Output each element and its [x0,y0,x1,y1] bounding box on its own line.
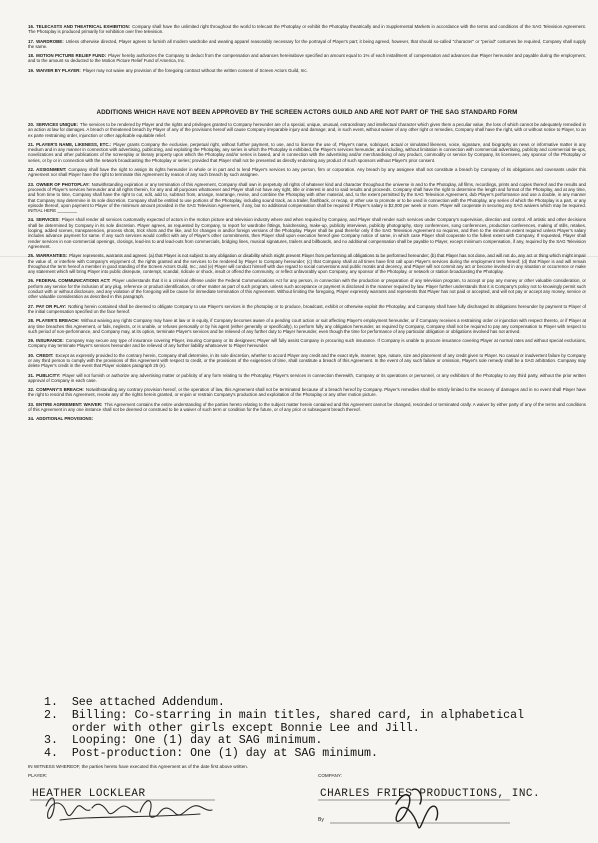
banner-text: ADDITIONS WHICH HAVE NOT BEEN APPROVED BY THE SCREEN ACTORS GUILD AND ARE NOT PART OF THE SAG STANDARD FORM [96,109,518,116]
clause-heading: CREDIT: [36,352,54,358]
clause-number: 24. [28,217,35,223]
provision-line: 1. See attached Addendum. [44,696,225,709]
clause-heading: ADDITIONAL PROVISIONS: [36,416,94,422]
clause-text: Player will not furnish or authorize any advertising matter or publicity of any form relating to the Photoplay, Player's services in connection therewith, Company or its operations or personnel, or any exhibitors of the Photoplay to any third party, without the prior written approval of Company in each case. [28,372,586,383]
clause-text: Notwithstanding any contrary provision hereof, or the operation of law, this Agreement shall not be terminated because of a breach hereof by Company. Player's remedies shall be strictly limited to the recovery of damages and in no event shall Player have the right to rescind this Agreement, revoke any of the rights herein granted, or enjoin or restrain Company's production and exploitation of the Photoplay or any other motion picture. [28,387,586,398]
clause-number: 20. [28,122,35,127]
clause-text: Company may secure any type of insurance covering Player, insuring Company or its designees; Player will fully assist Company in procuring such insurance. If Company is unable to procure insurance covering Player at normal rates and without special exclusions, Company may terminate Player's services hereunder and be relieved of any further liability whatsoever to Player hereunder. [28,338,586,349]
clause-text: This Agreement contains the entire understanding of the parties hereto relating to the subject matter herein contained and this Agreement cannot be changed, rescinded or terminated orally. A waiver by either party of any of the terms and conditions of this Agreement in any one instance shall not be deemed or construed to be a waiver of such term or condition for the future, or of any prior or subsequent breach thereof. [28,401,586,413]
player-handwritten-signature [46,798,212,820]
provision-line: 4. Post-production: One (1) day at SAG minimum. [44,747,378,761]
clause-number: 33. [28,401,35,407]
clause-heading: WARDROBE: [36,38,64,44]
clause-number: 18. [28,53,35,59]
clause-heading: SERVICES UNIQUE: [36,122,79,127]
clause-text: Nothing herein contained shall be deemed to obligate Company to use Player's services in the photoplay or to produce, broadcast, exhibit or otherwise exploit the Photoplay, and Company shall have fully discharged its obligations hereunder by payment to Player of the initial compensation specified on the face hereof. [28,303,587,314]
player-label: PLAYER: [28,773,48,778]
clause-number: 34. [28,416,35,422]
clause-heading: MOTION PICTURE RELIEF FUND: [36,53,107,59]
clause-heading: PLAYER'S BREACH: [36,318,79,324]
clause-text: Player understands that it is a criminal offense under the Federal Communications Act for any person, in connection with the production or preparation of any television program, to accept or pay any money or other valuable consideration, or perform any service for the inclusion of any plug, reference or product identification, or other matter as part of such program, unless such acceptance or payment is disclosed in the manner required by law. Player further understands that it is Company's policy not to knowingly permit such conduct with or without disclosure, and any violation of the foregoing will be cause for immediate termination of this Agreement. Without limiting the foregoing, Player expressly warrants and represents that Player has not paid or accepted, and will not pay or accept any money, service or other valuable consideration as described in this paragraph. [28,278,587,300]
clause-number: 25. [28,253,35,259]
company-label: COMPANY: [318,773,342,778]
player-name: HEATHER LOCKLEAR [32,788,146,800]
clause-number: 31. [28,372,35,378]
clause-number: 32. [28,387,35,393]
clause-text: Player hereby authorizes the Company to deduct from the compensation and advances hereinabove specified an amount equal to 1% of each installment of compensation and advances due Player hereunder and payable during the employment, and to the amount so deducted to the Motion Picture Relief Fund of America, Inc. [28,53,586,64]
clause-number: 21. [28,141,35,147]
clause-text: Player grants Company the exclusive, perpetual right, without further payment, to use, and to license the use of, Player's name, sobriquet, actual or simulated likeness, voice, signature, and biography as news or informative matter in any medium and in any manner in connection with advertising, publicizing, and exploiting the Photoplay, any series in which the Photoplay is exhibited, the Player's services hereunder, and including, without limitation in connection with commercial advertising, publicity and commercial tie-ups, novelizations and other publications of the screenplay or literary property upon which the Photoplay and/or series is based, and in connection with the advertising and/or merchandising of any product, commodity or service by Company, its licensees, any sponsor of the Photoplay or series, or by or in connection with the network broadcasting the Photoplay or series; provided that Player shall not be presented as directly endorsing any product of such sponsors without Player's prior consent. [28,141,587,163]
clause-text: Player represents, warrants and agrees: (a) that Player is not subject to any obligation or disability which might prevent Player from performing all obligations to be performed hereunder; (b) that Player has not done, and will not do, any act or thing which might impair the value of, or interfere with Company's enjoyment of, the rights granted and the services to be rendered by Player to Company hereunder; (c) that Company shall at all times have first call upon Player's services during the employment term hereof; (d) that Player is and will remain throughout the term hereof a member in good standing of the Screen Actors Guild, Inc.; and (e) Player will conduct himself with due regard to social conventions and public morals and decency, and Player will not commit any act or become involved in any situation or occurrence or make any statement which will bring Player into public disrepute, contempt, scandal, ridicule or shock, insult or offend the community, or reflect unfavorably upon Company, any sponsor of the Photoplay, or network or station broadcasting the Photoplay. [28,253,586,275]
clause-heading: PUBLICITY: [36,372,61,378]
provision-line: 2. Billing: Co-starring in main titles, shared card, in alphabetical [44,708,525,722]
clause-heading: INSURANCE: [36,338,64,344]
witness-text: IN WITNESS WHEREOF, the parties hereto have executed this Agreement as of the date first above written. [28,764,249,769]
clause-text: Company shall have the unlimited right throughout the world to telecast the Photoplay or exhibit the Photoplay theatrically and in Supplemental Markets in accordance with the terms and conditions of the SAG Television Agreement. The Photoplay is produced primarily for exhibition over free television. [28,24,586,35]
clause-text: Without waiving any rights Company may have at law or in equity, if Company becomes aware of a pending court action or suit affecting Player's employment hereunder, or if Company receives a restraining order or injunction with respect thereto, or if Player at any time breaches this Agreement, or fails, neglects, or is unable, or refuses personally or by his agent (either generally or specifically), to perform fully any obligation hereunder, as required by Company, Company shall not be required to pay any compensation to Player with respect to such period of non-performance, and Company may, at its option, terminate Player's services and be relieved of any further duty to Player hereunder, even though the time for performance of any particular obligation or obligations involved has not arrived. [28,318,586,334]
clause-heading: OWNER OF PHOTOPLAY: [36,181,90,187]
clause-number: 27. [28,303,35,309]
by-label: By [318,817,324,823]
clause-number: 26. [28,278,35,284]
clause-text: Player shall render all services customarily expected of actors in the motion picture and television industry where and when required by Company, and Player shall render such services under Company's supervision, direction and control. All artistic and other decisions shall be determined by Company in its sole discretion. Player agrees, as requested by Company, to report for wardrobe fittings, hairdressing, make-up, publicity interviews, publicity photography, story conferences, song conferences, production conferences, making of stills, retakes, looping, added scenes, transparencies, process shots, trick shots and the like, and for changes in and/or foreign versions of the Photoplay. Player shall be paid therefor only if the SAG Television Agreement so requires, and then to the minimum extent required unless Player's salary includes advance payment for same. If any such services would conflict with any of Player's other commitments, then Player shall upon execution hereof give Company notice of same, in which case Player shall cooperate to the fullest extent with Company. If requested, Player shall render services in non-commercial openings, closings, lead-ins to and lead-outs from commercials, bridging lines, musical signatures, trailers and billboards, and no additional compensation shall be payable to Player, except minimum compensation, if any, required by the SAG Television Agreement. [28,217,586,249]
clause-number: 22. [28,167,35,173]
clause-number: 30. [28,352,35,358]
clause-text: Company shall have the right to assign its rights hereunder in whole or in part and to lend Player's services to any person, firm or corporation. Any breach by any assignee shall not constitute a breach by Company of its obligations and covenants under this Agreement nor shall Player have the right to terminate this Agreement by reason of any such breach by such assignee. [28,167,586,178]
clause-heading: SERVICES: [36,217,60,223]
clause-heading: WAIVER BY PLAYER: [36,67,81,73]
clause-heading: COMPANY'S BREACH: [36,387,84,393]
clause-text: Player may not waive any provision of the foregoing contract without the written consent of Screen Actors Guild, Inc. [82,67,308,73]
provision-line: order with other girls except Bonnie Lee and Jill. [44,721,420,735]
clause-heading: ENTIRE AGREEMENT: WAIVER: [36,401,103,407]
clause-heading: TELECASTS AND THEATRICAL EXHIBITION: [36,24,131,29]
clause-text: Notwithstanding expiration or any termination of this Agreement, Company shall own in perpetuity all rights of whatever kind and character throughout the universe in and to the Photoplay, all films, recordings, prints and copies thereof and the results and proceeds of Player's services hereunder and all rights therein, for any and all purposes whatsoever and Player shall not have any right, title or interest in and to said results and proceeds. Company shall have the right to determine the length and format of the Photoplay, and at any time, and from time to time, Company shall have the right to cut, edit, add to, subtract from, arrange, rearrange, revise, and combine the Photoplay with other material, and, to the extent permitted by the SAG Television Agreement, dub Player's performance and use a double, in any manner that Company may determine in its sole discretion. Company shall be entitled to use portions of the Photoplay, including sound track, as a trailer, flashback, or recap, or other use to promote or to be used in connection with the Photoplay, any series of which the Photoplay is a part, or any episode thereof, upon payment to Player of the minimum amount provided in the SAG Television Agreement, if any, but no additional compensation shall be required if Player's salary is $2,000 per week or more. Player will cooperate in securing any SAG waivers which may be required. INITIAL HERE ________ [28,181,586,214]
clause-heading: ASSIGNMENT: [36,167,67,173]
clause-number: 28. [28,318,35,324]
clause-number: 23. [28,181,35,187]
clause-number: 16. [28,24,35,29]
company-handwritten-signature [396,789,438,828]
clause-heading: PAY OR PLAY: [36,303,67,309]
clause-text: The services to be rendered by Player and the rights and privileges granted to Company hereunder are of a special, unique, unusual, extraordinary and intellectual character which gives them a peculiar value, the loss of which cannot be adequately remedied in an action at law for damages. A breach or threatened breach by Player of any of the provisions hereof will cause Company irreparable injury and damage; and, in such event, without waiver of any other right or remedies, Company shall have the right, with or without notice to Player, to an ex parte restraining order, injunction or other applicable equitable relief. [28,122,586,138]
clause-heading: WARRANTIES: [36,253,68,259]
clause-number: 29. [28,338,35,344]
clause-text: Unless otherwise directed, Player agrees to furnish all modern wardrobe and wearing apparel reasonably necessary for the portrayal of Player's part; it being agreed, however, that should so-called "character" or "period" costumes be required, Company shall supply the same. [28,38,586,49]
clause-number: 19. [28,67,35,73]
clause-text: Except as expressly provided to the contrary herein, Company shall determine, in its sole discretion, whether to accord Player any credit and the exact style, manner, type, nature, size and placement of any credit given to Player. No casual or inadvertent failure by Company or any third person to comply with the provisions of this Agreement with respect to credit, or the provisions of the exigencies of time, shall constitute a breach of this Agreement. In the event of any such failure or omission, Player's sole remedy shall be a SAG arbitration. Company may delete Player's credit in the event that Player violates paragraph 25 (e). [28,352,586,369]
clause-heading: PLAYER'S NAME, LIKENESS, ETC.: [36,141,112,147]
clause-heading: FEDERAL COMMUNICATIONS ACT: [36,278,111,284]
clause-number: 17. [28,38,35,44]
provision-line: 3. Looping: One (1) day at SAG minimum. [44,734,323,748]
company-name: CHARLES FRIES PRODUCTIONS, INC. [320,788,541,800]
